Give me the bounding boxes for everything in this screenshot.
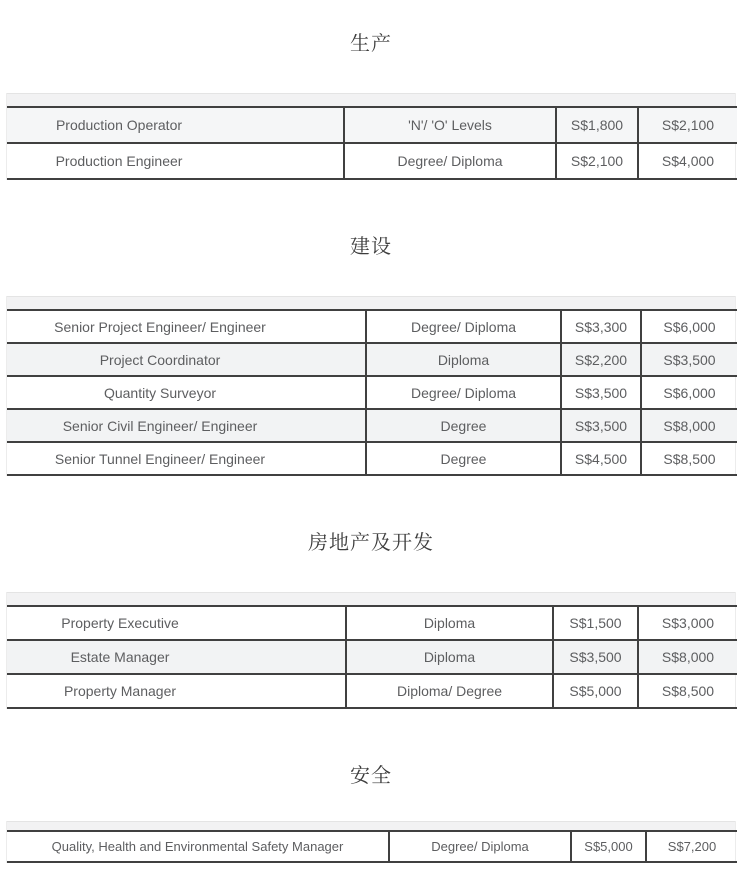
qualification-cell: Degree — [366, 442, 561, 475]
table-header-strip — [7, 592, 735, 605]
production-salary-table — [7, 106, 737, 180]
salary-min-cell: S$2,100 — [556, 143, 638, 179]
job-title-cell: Estate Manager — [7, 640, 346, 674]
section-title-safety: 安全 — [350, 765, 392, 787]
salary-min-cell: S$3,500 — [553, 640, 638, 674]
job-title-cell: Production Engineer — [7, 143, 344, 179]
qualification-cell: Diploma — [346, 640, 553, 674]
salary-max-cell: S$6,000 — [641, 310, 737, 343]
qualification-cell: 'N'/ 'O' Levels — [344, 107, 556, 143]
salary-min-cell: S$3,500 — [561, 409, 641, 442]
table-row — [7, 143, 737, 179]
production-table — [6, 93, 736, 180]
salary-min-cell: S$3,300 — [561, 310, 641, 343]
salary-min-cell: S$2,200 — [561, 343, 641, 376]
salary-min-cell: S$5,000 — [571, 831, 646, 862]
table-row — [7, 442, 737, 475]
salary-max-cell: S$8,500 — [661, 683, 715, 699]
salary-max-cell: S$8,000 — [641, 409, 737, 442]
salary-max-cell: S$4,000 — [661, 153, 715, 169]
table-row — [7, 606, 737, 640]
job-title-cell: Quality, Health and Environmental Safety Manager — [7, 831, 389, 862]
construction-table — [6, 296, 736, 476]
qualification-cell: Diploma — [366, 343, 561, 376]
job-title-cell: Senior Project Engineer/ Engineer — [7, 310, 366, 343]
salary-min-cell: S$1,800 — [556, 107, 638, 143]
real-estate-salary-table — [7, 605, 737, 709]
qualification-cell: Diploma — [346, 606, 553, 640]
job-title-cell: Property Manager — [7, 674, 346, 708]
salary-min-cell: S$3,500 — [561, 376, 641, 409]
table-header-strip — [7, 93, 735, 106]
qualification-cell: Degree/ Diploma — [344, 143, 556, 179]
job-title-cell: Senior Civil Engineer/ Engineer — [7, 409, 366, 442]
salary-max-cell: S$3,500 — [641, 343, 737, 376]
table-row — [7, 376, 737, 409]
job-title-cell: Quantity Surveyor — [7, 376, 366, 409]
qualification-cell: Degree/ Diploma — [366, 376, 561, 409]
job-title-cell: Senior Tunnel Engineer/ Engineer — [7, 442, 366, 475]
qualification-cell: Diploma/ Degree — [346, 674, 553, 708]
table-row — [7, 107, 737, 143]
salary-max-cell: S$6,000 — [641, 376, 737, 409]
table-row — [7, 640, 737, 674]
table-row — [7, 831, 737, 862]
job-title-cell: Project Coordinator — [7, 343, 366, 376]
table-header-strip — [7, 296, 735, 309]
real-estate-table — [6, 592, 736, 709]
salary-min-cell: S$5,000 — [553, 674, 638, 708]
salary-max-cell: S$3,000 — [638, 606, 737, 640]
section-title-real-estate: 房地产及开发 — [308, 532, 434, 554]
table-header-strip — [7, 821, 735, 830]
salary-max-cell: S$2,100 — [638, 107, 737, 143]
safety-table — [6, 821, 736, 863]
section-title-production: 生产 — [350, 33, 392, 55]
table-row — [7, 409, 737, 442]
qualification-cell: Degree — [366, 409, 561, 442]
job-title-cell: Property Executive — [7, 606, 346, 640]
construction-salary-table — [7, 309, 737, 476]
salary-min-cell: S$4,500 — [561, 442, 641, 475]
section-title-construction: 建设 — [350, 236, 392, 258]
salary-max-cell: S$7,200 — [667, 839, 717, 854]
safety-salary-table — [7, 830, 737, 863]
salary-max-cell: S$8,500 — [663, 450, 716, 467]
table-row — [7, 343, 737, 376]
salary-min-cell: S$1,500 — [553, 606, 638, 640]
salary-max-cell: S$8,000 — [638, 640, 737, 674]
qualification-cell: Degree/ Diploma — [366, 310, 561, 343]
table-row — [7, 674, 737, 708]
job-title-cell: Production Operator — [7, 107, 344, 143]
table-row — [7, 310, 737, 343]
qualification-cell: Degree/ Diploma — [389, 831, 571, 862]
